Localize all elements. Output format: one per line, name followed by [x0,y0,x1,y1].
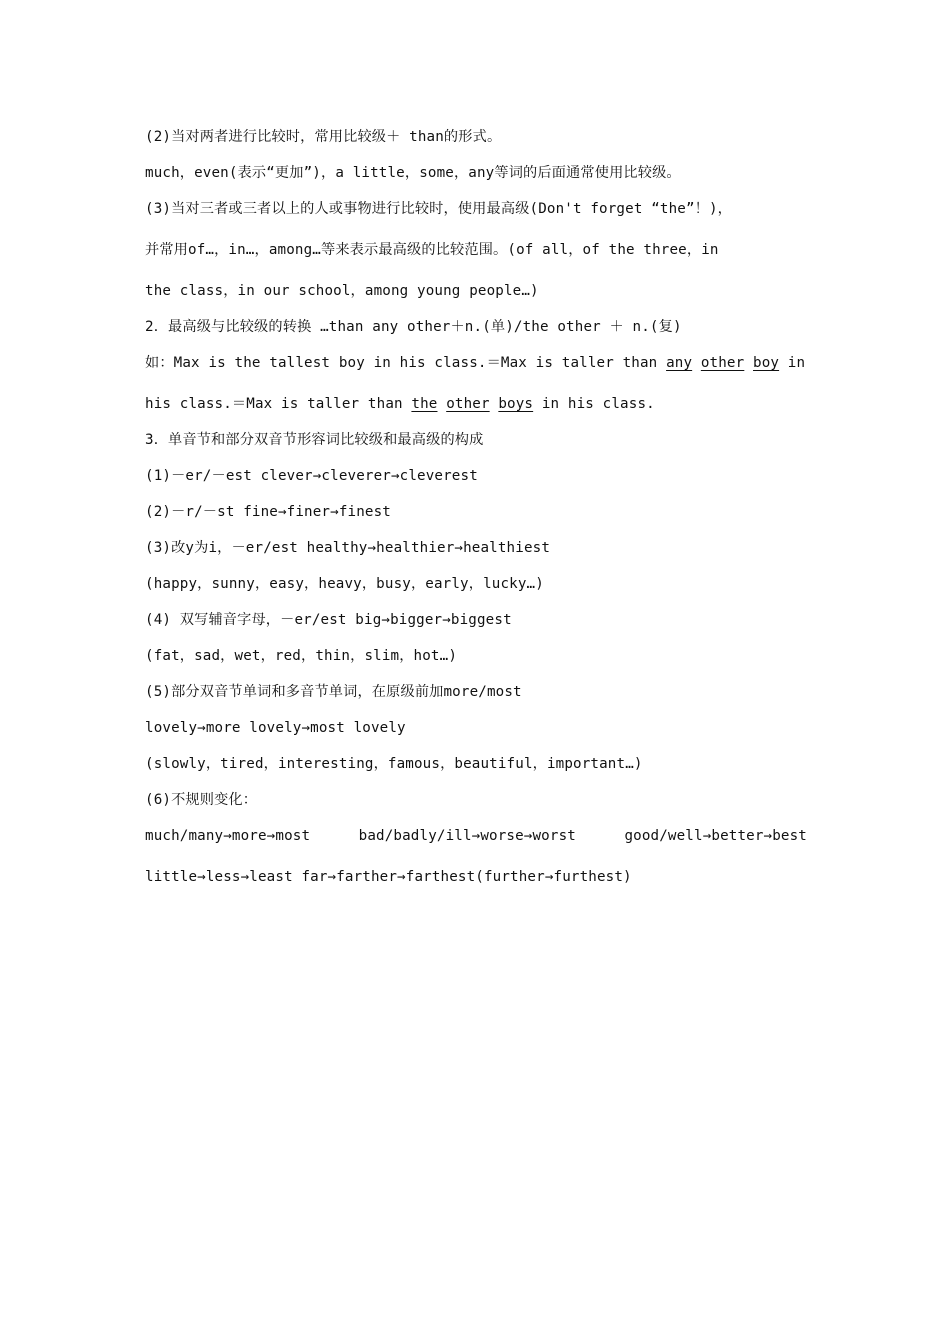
text-segment: in his class. [533,396,655,412]
text-line: (5)部分双音节单词和多音节单词，在原级前加more/most [145,684,522,700]
text-line: little→less→least far→farther→farthest(further→furthest) [145,869,632,885]
text-segment [692,355,701,371]
text-line: (6)不规则变化： [145,792,258,808]
text-segment: his class.＝Max is taller than [145,396,412,412]
text-line: lovely→more lovely→most lovely [145,720,406,736]
underlined-word: boy [753,355,780,371]
text-line: much，even(表示“更加”)，a little，some，any等词的后面通常使用比较级。 [145,165,681,181]
section-heading: 3．单音节和部分双音节形容词比较级和最高级的构成 [145,432,484,448]
underlined-word: the [411,396,438,412]
text-segment: in [779,355,806,371]
text-line: (3)改y为i，－er/est healthy→healthier→healthiest [145,540,551,556]
text-line: 并常用of…，in…，among…等来表示最高级的比较范围。(of all，of the three，in [145,242,719,258]
underlined-word: other [446,396,490,412]
text-segment: bad/badly/ill→worse→worst [358,828,576,844]
irregular-forms-line [145,826,807,846]
text-segment: 如：Max is the tallest boy in his class.＝Max is taller than [145,355,667,371]
example-line [145,394,655,414]
text-line: the class，in our school，among young people…) [145,283,539,299]
text-line: (slowly，tired，interesting，famous，beautiful，important…) [145,756,643,772]
underlined-word: other [700,355,745,371]
text-line: (4) 双写辅音字母，－er/est big→bigger→biggest [145,612,512,628]
text-segment [437,396,446,412]
text-segment [744,355,753,371]
text-line: (2)当对两者进行比较时，常用比较级＋ than的形式。 [145,129,502,145]
underlined-word: boys [498,396,534,412]
text-segment: much/many→more→most [145,828,311,844]
text-line: (2)－r/－st fine→finer→finest [145,504,391,520]
text-line: (happy，sunny，easy，heavy，busy，early，lucky…) [145,576,544,592]
underlined-word: any [666,355,693,371]
text-line: (fat，sad，wet，red，thin，slim，hot…) [145,648,458,664]
example-line [145,353,805,373]
text-line: (3)当对三者或三者以上的人或事物进行比较时，使用最高级(Don't forget “the”！)， [145,201,733,217]
text-line: (1)－er/－est clever→cleverer→cleverest [145,468,478,484]
text-segment: good/well→better→best [624,828,807,844]
section-heading: 2．最高级与比较级的转换 …than any other＋n.(单)/the other ＋ n.(复) [145,319,682,335]
